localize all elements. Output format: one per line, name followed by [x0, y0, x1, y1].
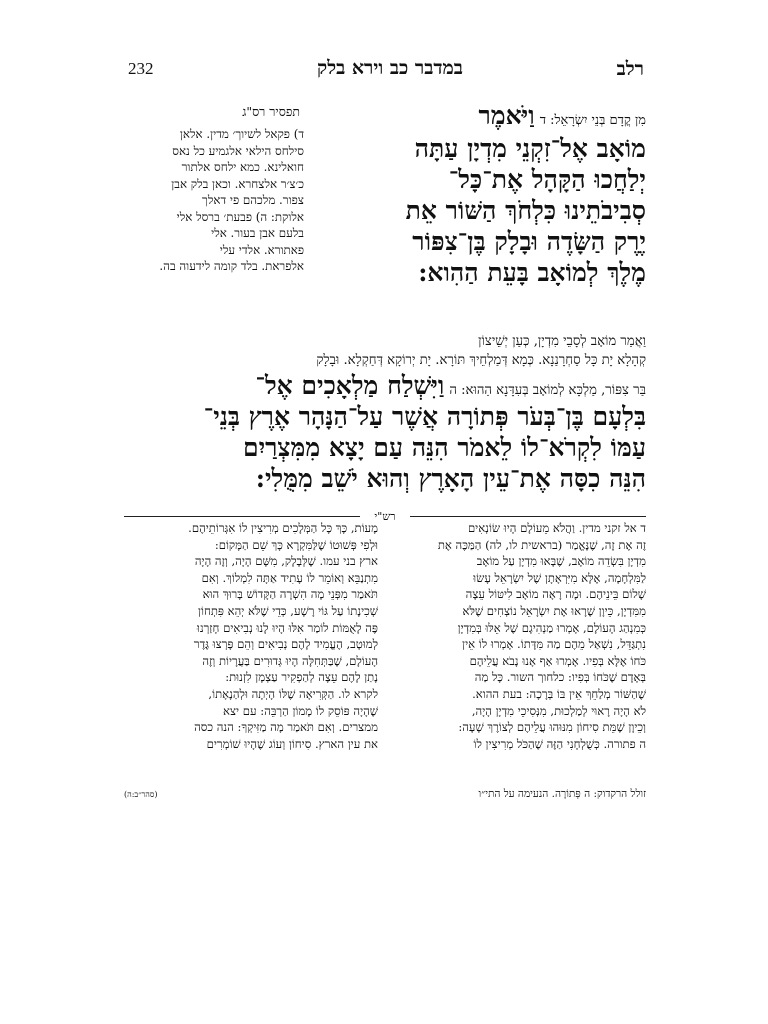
side-commentary-line: צפור. מלכהם פי דאלך — [202, 193, 304, 207]
rashi-line: פֶּה לָאֻמּוֹת לוֹמַר אִלּוּ הָיוּ לָנוּ נְבִיאִים חָזַרְנוּ — [196, 620, 378, 635]
side-commentary — [126, 126, 304, 275]
rashi-line: בְּאָדָם שֶׁכֹּחוֹ בְּפִיו: כלחוך השור. כָּל מַה — [474, 670, 646, 685]
side-commentary-line: בלעם אבן בעור. אלי — [211, 226, 304, 240]
rashi-line: מִתְנַבֵּא וְאוֹמֵר לוֹ עָתִיד אַתָּה לִמְלוֹךְ. וְאִם — [201, 570, 378, 585]
rashi-line: מָעוֹת, כָּךְ כָּל הַמְּלָכִים מְרִיצִין לוֹ אִגְּרוֹתֵיהֶם. — [188, 521, 378, 535]
rashi-line: זֶה אֶת זֶה, שֶׁנֶּאֱמַר (בראשית לו, לה) הַמַּכֶּה אֶת — [437, 537, 646, 552]
rashi-line: לקרא לו. הַקְּרִיאָה שֶׁלּוֹ הָיְתָה וּלְהַנָאָתוֹ, — [208, 686, 378, 701]
rashi-line: מִדְיָן בִּשְׂדֵה מוֹאָב, שֶׁבָּאוּ מִדְיָן עַל מוֹאָב — [476, 554, 646, 569]
verse-line: סְבִיבֹתֵינוּ כִּלְחֹךְ הַשּׁוֹר אֵת — [405, 196, 646, 225]
rashi-line: כְּמִנְהַג הָעוֹלָם, אָמְרוּ מַנְהִיגָם שֶׁל אֵלּוּ בְּמִדְיָן — [457, 620, 646, 635]
rashi-line: שְׁכִינָתוֹ עַל גּוֹי רָשָׁע, כְּדֵי שֶׁלֹּא יְהֵא פִּתְחוֹן — [198, 603, 378, 618]
verse-line: יֶרֶק הַשָּׂדֶה וּבָלָק בֶּן־צִפּוֹר — [412, 227, 646, 256]
rashi-line: שֶׁהַשּׁוֹר מְלַחֵךְ אֵין בּוֹ בְּרָכָה: בעת ההוא. — [472, 686, 646, 701]
side-commentary-line: סילחס הילאי אלגמיע כל נאס — [172, 143, 304, 158]
verse-lead: מִן קֳדָם בְּנֵי יִשְׂרָאֵל: ד — [539, 113, 646, 128]
footnote-source: (סהר״ב:ה) — [124, 790, 158, 799]
verse-4-block — [312, 100, 646, 288]
grammar-footnote — [124, 788, 646, 804]
rashi-line: וּלְפִי פְּשׁוּטוֹ שֶׁלַּמִּקְרָא כָּךְ שֵׁם הַמָּקוֹם: — [214, 537, 378, 552]
targum-line: בַּר צִפּוֹר, מַלְכָּא לְמוֹאָב בְּעִדָּנָא הַהוּא: ה — [449, 383, 646, 398]
rashi-line: נָתַן לָהֶם עֵצָה לְהַפְקִיר עַצְמָן לִזְנוּת: — [225, 670, 378, 685]
side-commentary-line: כ׳צ׳ר אלצחרא. וכאן בלק אבן — [171, 176, 304, 191]
side-commentary-line: אלוקת: ה) פבעת׳ ברסל אלי — [176, 209, 304, 224]
targum-line: קְהָלָא יָת כָּל סַחְרָנַנָא. כְּמָא דְּמַלְחֵיךְ תּוֹרָא. יָת יְרוֹקָא דְּחַקְלָא. וּבָלָק — [316, 353, 646, 368]
rashi-line: תֹּאמַר מִפְּנֵי מָה הִשְׁרָה הַקָּדוֹשׁ בָּרוּךְ הוּא — [202, 587, 378, 602]
rashi-line: וְכֵיוָן שֶׁמֵּת סִיחוֹן מִנּוּהוּ עֲלֵיהֶם לְצוֹרֶךְ שָׁעָה: — [458, 720, 646, 735]
rashi-line: נִתְגַּדֵּל, נִשְׁאַל מֵהֶם מַה מִּדָּתוֹ. אָמְרוּ לוֹ אֵין — [462, 637, 646, 652]
side-commentary-line: ד) פקאל לשיוך׳ מדין. אלאן — [179, 127, 304, 141]
rashi-line: ארץ בני עמו. שֶׁלְּבָלָק, מִשָּׁם הָיָה, וְזֶה הָיָה — [194, 554, 378, 569]
page-number: 232 — [128, 59, 154, 78]
rashi-line: לַמִּלְחָמָה, אֶלָּא מִיִּרְאָתָן שֶׁל יִשְׂרָאֵל עָשׂוּ — [473, 570, 646, 585]
page-hebrew-number: רלב — [616, 58, 644, 80]
rashi-line: ה פתורה. כְּשֻׁלְחָנִי הַזֶּה שֶׁהַכֹּל מְרִיצִין לוֹ — [473, 736, 646, 751]
rashi-column-left — [124, 520, 378, 752]
targum-and-verse-5 — [124, 332, 646, 494]
rashi-line: לְמוּטָב, הֶעֱמִיד לָהֶם נְבִיאִים וְהֵם פָּרְצוּ גֶּדֶר — [193, 637, 378, 652]
rashi-line: שָׁלוֹם בֵּינֵיהֶם. וּמָה רָאָה מוֹאָב לִיטּוֹל עֵצָה — [465, 587, 646, 602]
side-commentary-line: אלפראת. בלד קומה לידעוה בה. — [159, 259, 304, 273]
side-commentary-label: תפסיר רס"ג — [242, 104, 300, 119]
rashi-line: שֶׁהָיָה פּוֹסֵק לוֹ מָמוֹן הַרְבֵּה: עם יצא — [223, 703, 378, 718]
rashi-line: ד אל זקני מדין. וַהֲלֹא מֵעוֹלָם הָיוּ שׂוֹנְאִים — [467, 521, 646, 535]
rashi-title: רש"י — [360, 510, 410, 523]
footnote-text: זולל הרקדוק: ה פְּתוֹרָה. הנעימה על התי״ו — [478, 788, 646, 800]
verse-text: וַיִּשְׁלַח מַלְאָכִים אֶל־ — [255, 371, 445, 400]
running-title: במדבר כב וירא בלק — [317, 57, 463, 79]
side-commentary-line: פאתורא. אלדי עלי — [219, 242, 304, 257]
verse-text: וַיֹּאמֶר — [478, 101, 535, 130]
rashi-line: לֹא הָיָה רָאוּי לְמַלְכוּת, מִנְּסִיכֵי מִדְיָן הָיָה, — [471, 703, 646, 718]
verse-line: מוֹאָב אֶל־זִקְנֵי מִדְיָן עַתָּה — [414, 134, 646, 163]
verse-line: עַמּוֹ לִקְרֹא־לוֹ לֵאמֹר הִנֵּה עַם יָצָא מִמִּצְרַיִם — [242, 433, 646, 462]
rashi-line: הָעוֹלָם, שֶׁבַּתְּחִלָּה הָיוּ גְּדוּרִים בַּעֲרָיוֹת וְזֶה — [202, 653, 378, 668]
rashi-line: מִמִּדְיָן, כֵּיוָן שֶׁרָאוּ אֶת יִשְׂרָאֵל נוֹצְחִים שֶׁלֹּא — [462, 603, 646, 618]
verse-line: מֶלֶךְ לְמוֹאָב בָּעֵת הַהִוא: — [418, 258, 646, 287]
side-commentary-line: חואלינא. כמא ילחס אלתור — [181, 160, 304, 174]
rashi-column-right — [392, 520, 646, 752]
verse-line: הִנֵּה כִסָּה אֶת־עֵין הָאָרֶץ וְהוּא יֹשֵׁב מִמֻּלִי: — [255, 464, 646, 493]
verse-line: בִּלְעָם בֶּן־בְּעֹר פְּתוֹרָה אֲשֶׁר עַל־הַנָּהָר אֶרֶץ בְּנֵי־ — [203, 402, 646, 431]
verse-line: יְלַחֲכוּ הַקָּהָל אֶת־כָּל־ — [448, 165, 646, 194]
rashi-line: כֹּחוֹ אֶלָּא בְּפִיו. אָמְרוּ אַף אָנוּ נָבֹא עֲלֵיהֶם — [469, 653, 646, 668]
targum-line: וַאֲמַר מוֹאָב לְסָבֵי מִדְיָן, כְּעַן יְשֵׁיצוֹן — [478, 334, 646, 349]
rashi-line: ממצרים. וְאִם תֹּאמַר מָה מַזִּיקְךָ: הנה כסה — [194, 720, 378, 735]
rashi-line: את עין הארץ. סִיחוֹן וְעוֹג שֶׁהָיוּ שׁוֹמְרִים — [206, 736, 378, 751]
